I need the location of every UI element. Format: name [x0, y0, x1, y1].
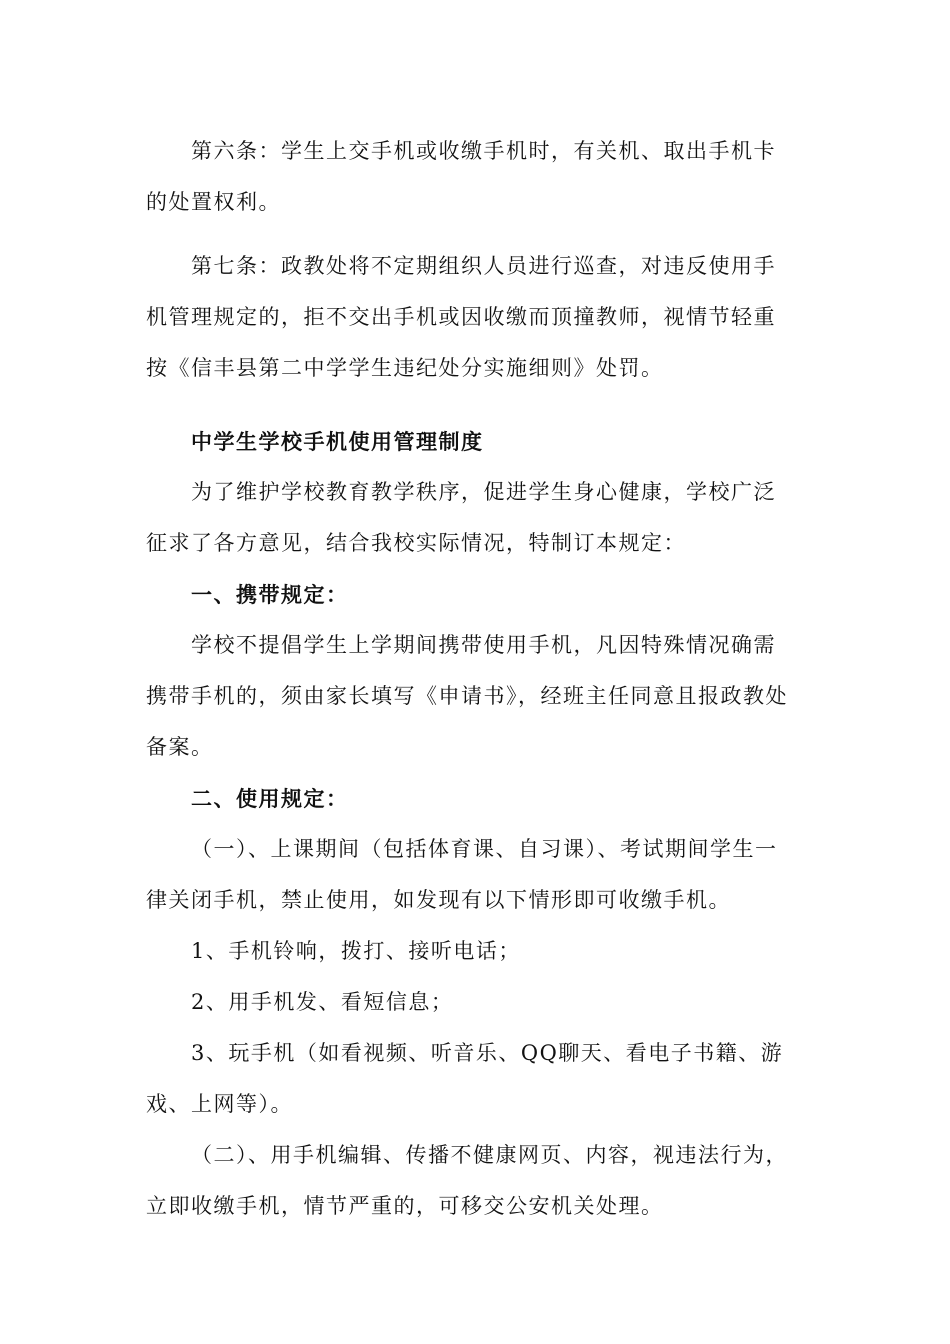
- list-item-playing: 3、玩手机（如看视频、听音乐、QQ聊天、看电子书籍、游戏、上网等）。: [146, 1041, 784, 1116]
- intro-paragraph: 为了维护学校教育教学秩序，促进学生身心健康，学校广泛征求了各方意见，结合我校实际情况，特制订本规定：: [146, 480, 776, 555]
- article-six-paragraph: 第六条：学生上交手机或收缴手机时，有关机、取出手机卡的处置权利。: [146, 139, 776, 214]
- article-seven-paragraph: 第七条：政教处将不定期组织人员进行巡查，对违反使用手机管理规定的，拒不交出手机或因收缴而顶撞教师，视情节轻重按《信丰县第二中学学生违纪处分实施细则》处罚。: [146, 254, 776, 380]
- carry-rules-paragraph: 学校不提倡学生上学期间携带使用手机，凡因特殊情况确需携带手机的，须由家长填写《申请书》，经班主任同意且报政教处备案。: [146, 633, 788, 759]
- list-item-messaging: 2、用手机发、看短信息；: [191, 990, 454, 1014]
- list-item-ringing: 1、手机铃响，拨打、接听电话；: [191, 939, 521, 963]
- section-title: 中学生学校手机使用管理制度: [191, 429, 484, 454]
- use-rule-two-paragraph: （二）、用手机编辑、传播不健康网页、内容，视违法行为，立即收缴手机，情节严重的，可移交公安机关处理。: [146, 1143, 788, 1218]
- use-rule-one-paragraph: （一）、上课期间（包括体育课、自习课）、考试期间学生一律关闭手机，禁止使用，如发现有以下情形即可收缴手机。: [146, 837, 778, 912]
- heading-carry-rules: 一、携带规定：: [191, 582, 349, 607]
- document-body: [146, 126, 796, 1232]
- heading-use-rules: 二、使用规定：: [191, 786, 349, 811]
